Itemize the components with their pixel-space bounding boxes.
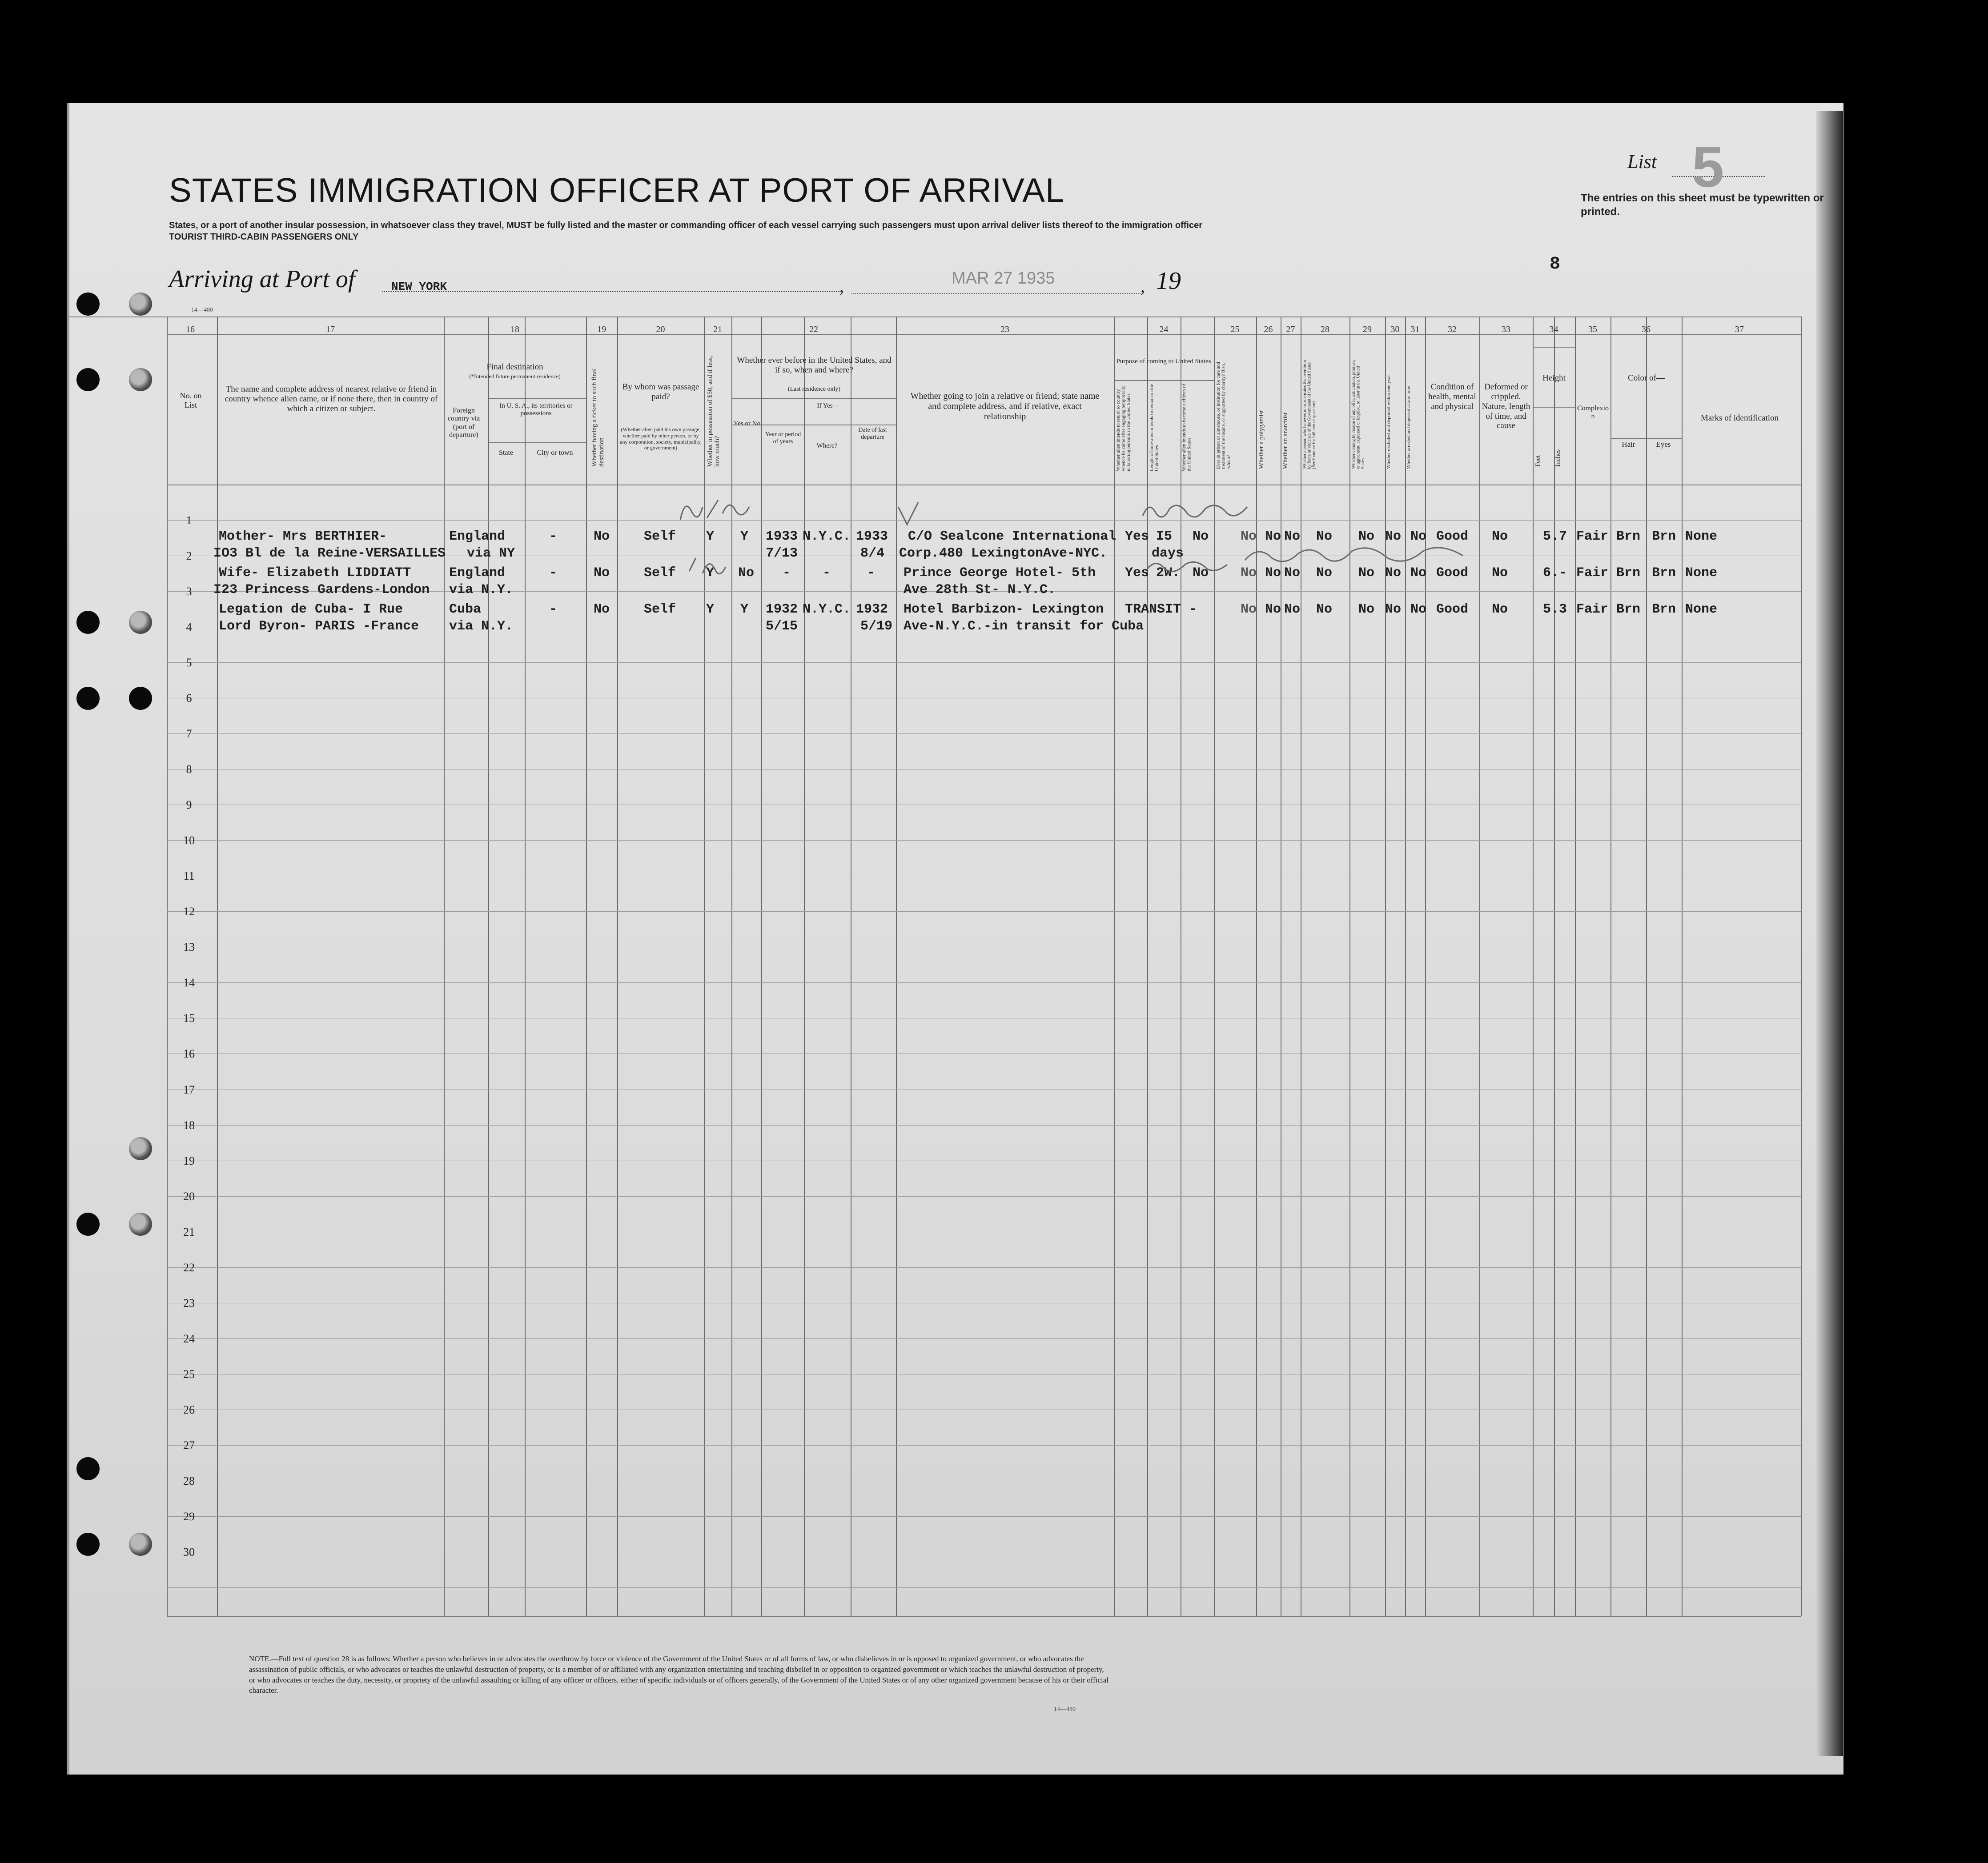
binder-hole: [129, 292, 152, 316]
header-final-destination: Final destination: [486, 362, 543, 372]
entry-3-hair: Brn: [1616, 602, 1641, 617]
entry-3-height: 5.3: [1543, 602, 1567, 617]
entry-1-ticket: No: [594, 529, 610, 544]
list-label: List: [1627, 151, 1657, 172]
entry-1-state: -: [549, 529, 558, 544]
header-where: Where?: [816, 442, 838, 449]
header-usa: In U. S. A., its territories or possessions: [499, 402, 573, 417]
header-before-in-us: Whether ever before in the United States, and if so, when and where?: [737, 356, 892, 375]
col-num: 37: [1735, 325, 1744, 334]
entry-2-before-year: -: [783, 565, 791, 581]
footnote: NOTE.—Full text of question 28 is as follows: Whether a person who believes in or advocates the overthrow by force or violence of the Government of the United States or of all forms of law, or who disbelieves in or is opposed to organized government, or who advocates the assassination of public officials, or who advocates or teaches the unlawful destruction of property, or is a member of or affiliated with any organization entertaining and teaching disbelief in or opposition to organized government or which teaches the unlawful destruction of property, or who advocates or teaches the duty, necessity, or propriety of the unlawful assaulting or killing of any officer or officers, either of specific individuals or of officers generally, of the Government of the United States or of any other organized government because of his or their official character.: [249, 1655, 1108, 1695]
header-no-on-list: No. on List: [180, 391, 202, 409]
row-number: 12: [183, 905, 195, 918]
entry-3-col29: No: [1358, 602, 1375, 617]
row-number: 25: [183, 1368, 195, 1381]
row-number: 26: [183, 1403, 195, 1416]
grid-line: [1256, 317, 1257, 1616]
col-num: 21: [713, 325, 722, 334]
entry-3-col30: No: [1385, 602, 1402, 617]
entry-1-before-year-2: 7/13: [766, 546, 798, 561]
arrival-date-stamp: MAR 27 1935: [952, 269, 1055, 288]
header-anarchist: Whether an anarchist: [1282, 412, 1289, 469]
header-purpose-b: Length of time alien intends to remain in the United States: [1149, 384, 1160, 471]
grid-line: [1425, 317, 1426, 1616]
grid-line: [488, 398, 586, 399]
binder-hole: [76, 368, 100, 391]
binder-hole: [129, 611, 152, 634]
grid-line: [1610, 317, 1611, 1616]
binder-hole: [129, 687, 152, 710]
binder-hole: [76, 611, 100, 634]
row-number: 9: [186, 798, 192, 811]
header-deformed: Deformed or crippled. Nature, length of time, and cause: [1482, 382, 1530, 431]
header-join-relative: Whether going to join a relative or friend; state name and complete address, and if relative, exact relationship: [910, 391, 1100, 421]
entry-3-before-date: 1932: [856, 602, 888, 617]
handwritten-annotation: [676, 493, 756, 533]
binder-hole: [129, 1213, 152, 1236]
date-line: [851, 293, 1141, 294]
col-num: 31: [1410, 325, 1420, 334]
entry-2-col26: No: [1265, 565, 1281, 581]
handwritten-annotation: [894, 498, 925, 533]
entry-1-relative-line1: Mother- Mrs BERTHIER-: [219, 529, 387, 544]
row-number: 30: [183, 1546, 195, 1559]
entry-1-purpose-c: No: [1193, 529, 1209, 544]
entry-2-marks: None: [1685, 565, 1718, 581]
sheet-number: 8: [1550, 254, 1561, 274]
entry-2-eyes: Brn: [1652, 565, 1676, 581]
entry-1-before: Y: [740, 529, 749, 544]
entry-3-join: Hotel Barbizon- Lexington: [904, 602, 1104, 617]
comma: ,: [839, 276, 844, 296]
row-number: 21: [183, 1226, 195, 1238]
row-number: 17: [183, 1083, 195, 1096]
year-prefix: 19: [1156, 267, 1181, 295]
entry-1-join: C/O Sealcone International: [908, 529, 1116, 544]
entry-1-deformed: No: [1492, 529, 1508, 544]
entry-1-before-date: 1933: [856, 529, 888, 544]
entry-1-eyes: Brn: [1652, 529, 1676, 544]
header-final-destination-sub: (*Intended future permanent residence): [469, 373, 561, 380]
entry-3-before-year: 1932: [766, 602, 798, 617]
header-feet: Feet: [1534, 455, 1542, 467]
entry-3-purpose-a: TRANSIT -: [1125, 602, 1197, 617]
grid-line: [804, 317, 805, 1616]
grid-line: [1479, 317, 1480, 1616]
header-health: Condition of health, mental and physical: [1428, 382, 1476, 411]
col-num: 35: [1588, 325, 1597, 334]
entry-1-join-2: Corp.480 LexingtonAve-NYC.: [899, 546, 1108, 561]
row-number: 13: [183, 941, 195, 954]
col-num: 19: [597, 325, 606, 334]
instruction-text: States, or a port of another insular possession, in whatsoever class they travel, MUST be fully listed and the master or commanding officer of each vessel carrying such passengers must upon arrival deliver lists thereof to the immigration officer: [169, 220, 1202, 230]
header-purpose-c: Whether alien intends to become a citizen of the United States: [1181, 384, 1192, 471]
entry-2-ticket: No: [594, 565, 610, 581]
grid-line: [167, 1338, 1801, 1339]
manifest-sheet: [67, 103, 1843, 1775]
row-number: 7: [186, 727, 192, 740]
entry-2-complexion: Fair: [1576, 565, 1609, 581]
header-arrested: Whether arrested and deported at any time: [1406, 386, 1411, 469]
entry-1-before-date-2: 8/4: [860, 546, 885, 561]
header-ticket: Whether having a ticket to such final destination: [591, 368, 605, 467]
row-number: 22: [183, 1261, 195, 1274]
binder-hole: [129, 1137, 152, 1160]
entry-1-purpose-a: Yes: [1125, 529, 1149, 544]
entry-2-col28: No: [1316, 565, 1333, 581]
entry-1-col27: No: [1284, 529, 1301, 544]
row-number: 6: [186, 692, 192, 705]
port-value: NEW YORK: [391, 280, 447, 293]
grid-line: [488, 317, 489, 1616]
header-height: Height: [1542, 373, 1566, 383]
entry-2-before-date: -: [867, 565, 876, 581]
col-num: 18: [510, 325, 519, 334]
entry-1-col31: No: [1410, 529, 1427, 544]
entry-2-col31: No: [1410, 565, 1427, 581]
entry-3-before-where: N.Y.C.: [803, 602, 851, 617]
header-passage-paid-sub: (Whether alien paid his own passage, whether paid by other person, or by any corporation, society, municipality, or government): [620, 426, 702, 451]
entry-3-col28: No: [1316, 602, 1333, 617]
entry-2-paid-by: Self: [644, 565, 676, 581]
form-number: 14—480: [1054, 1706, 1076, 1713]
entry-2-before-where: -: [823, 565, 831, 581]
header-passage-paid: By whom was passage paid?: [622, 382, 699, 401]
binder-hole: [76, 1213, 100, 1236]
entry-1-money: Y: [706, 529, 715, 544]
header-eyes: Eyes: [1656, 440, 1671, 449]
header-year: Year or period of years: [765, 431, 801, 445]
entry-1-before-year: 1933: [766, 529, 798, 544]
entry-3-relative-line2: Lord Byron- PARIS -France: [219, 619, 419, 634]
grid-line: [167, 911, 1801, 912]
header-purpose-a: Whether alien intends to return to country whence he came after engaging temporarily in laboring pursuits in the United States: [1116, 385, 1132, 471]
grid-line: [1349, 317, 1350, 1616]
grid-line: [444, 317, 445, 1616]
row-number: 16: [183, 1047, 195, 1060]
comma: ,: [1141, 276, 1145, 296]
grid-line: [167, 1125, 1801, 1126]
binder-hole: [76, 687, 100, 710]
grid-line: [488, 442, 586, 443]
grid-line: [1646, 317, 1647, 1616]
entry-3-paid-by: Self: [644, 602, 676, 617]
arriving-label: Arriving at Port of: [169, 265, 355, 293]
row-number: 15: [183, 1012, 195, 1025]
entry-2-purpose-b: 2W.: [1156, 565, 1181, 581]
header-if-yes: If Yes—: [817, 402, 839, 409]
page-edge: [1816, 111, 1843, 1756]
entry-2-join-2: Ave 28th St- N.Y.C.: [904, 582, 1056, 597]
header-excluded: Whether excluded and deported within one year: [1386, 375, 1391, 469]
entry-3-eyes: Brn: [1652, 602, 1676, 617]
header-prison: Ever in prison or almshouse, or institution for care and treatment of the insane, or supported by charity? If so, which?: [1216, 362, 1232, 469]
binder-hole: [129, 1533, 152, 1556]
page-title: STATES IMMIGRATION OFFICER AT PORT OF ARRIVAL: [169, 172, 1065, 209]
header-q28: Whether a person who believes in or advocates the overthrow by force or violence of the Government of the United States (See footnote for full text of question): [1302, 359, 1317, 469]
row-number: 29: [183, 1510, 195, 1523]
grid-line: [167, 1616, 1801, 1617]
entry-1-health: Good: [1436, 529, 1469, 544]
entry-1-foreign: England: [449, 529, 506, 544]
col-num: 28: [1321, 325, 1329, 334]
header-hair: Hair: [1622, 440, 1635, 449]
header-purpose: Purpose of coming to United States: [1116, 358, 1211, 365]
grid-line: [167, 1516, 1801, 1517]
entry-3-before-year-2: 5/15: [766, 619, 798, 634]
entry-2-col30: No: [1385, 565, 1402, 581]
entry-3-marks: None: [1685, 602, 1718, 617]
grid-line: [1682, 317, 1683, 1616]
grid-line: [1575, 317, 1576, 1616]
grid-line: [586, 317, 587, 1616]
grid-line: [167, 520, 1801, 521]
entry-1-col25: No: [1241, 529, 1257, 544]
row-number: 2: [186, 549, 192, 562]
row-number: 27: [183, 1439, 195, 1452]
entry-3-health: Good: [1436, 602, 1469, 617]
row-number: 23: [183, 1297, 195, 1310]
entry-2-health: Good: [1436, 565, 1469, 581]
grid-line: [217, 317, 218, 1616]
entry-2-col27: No: [1284, 565, 1301, 581]
class-line: TOURIST THIRD-CABIN PASSENGERS ONLY: [169, 232, 359, 242]
col-num: 27: [1286, 325, 1295, 334]
row-number: 24: [183, 1332, 195, 1345]
col-num: 36: [1642, 325, 1651, 334]
grid-line: [167, 317, 168, 1616]
grid-line: [1405, 317, 1406, 1616]
grid-line: [167, 982, 1801, 983]
grid-line: [167, 1196, 1801, 1197]
entry-3-deformed: No: [1492, 602, 1508, 617]
entry-2-col29: No: [1358, 565, 1375, 581]
entry-1-relative-line2: IO3 Bl de la Reine-VERSAILLES: [213, 546, 446, 561]
entry-2-state: -: [549, 565, 558, 581]
grid-line: [1114, 317, 1115, 1616]
handwritten-annotation: [685, 553, 729, 580]
entry-1-purpose-b: I5: [1156, 529, 1173, 544]
grid-line: [167, 1445, 1801, 1446]
grid-line: [1114, 380, 1214, 381]
col-num: 34: [1549, 325, 1558, 334]
entry-1-col30: No: [1385, 529, 1402, 544]
handwritten-annotation: [1143, 556, 1232, 578]
list-number: 5: [1692, 134, 1724, 199]
col-num: 26: [1264, 325, 1273, 334]
col-num: 33: [1502, 325, 1510, 334]
row-number: 28: [183, 1474, 195, 1487]
entry-3-col25: No: [1241, 602, 1257, 617]
entry-2-before: No: [738, 565, 755, 581]
grid-line: [525, 317, 526, 1616]
header-money: Whether in possession of $50, and if less, how much?: [707, 356, 721, 467]
row-number: 3: [186, 585, 192, 598]
col-num: 32: [1448, 325, 1457, 334]
grid-line: [167, 1587, 1801, 1588]
entry-2-foreign-via: via N.Y.: [449, 582, 514, 597]
header-relative: The name and complete address of nearest relative or friend in country whence alien came, or if none there, then in country of which a citizen or subject.: [225, 385, 438, 413]
grid-line: [1801, 317, 1802, 1616]
entry-1-complexion: Fair: [1576, 529, 1609, 544]
entry-3-ticket: No: [594, 602, 610, 617]
entry-3-foreign: Cuba: [449, 602, 482, 617]
col-num: 23: [1000, 325, 1009, 334]
col-num: 24: [1159, 325, 1169, 334]
header-color-of: Color of—: [1628, 373, 1665, 383]
row-number: 19: [183, 1154, 195, 1167]
binder-hole: [76, 1457, 100, 1480]
entry-3-relative-line1: Legation de Cuba- I Rue: [219, 602, 403, 617]
row-number: 10: [183, 834, 195, 847]
binder-hole: [76, 292, 100, 316]
row-number: 5: [186, 656, 192, 669]
row-number: 14: [183, 976, 195, 989]
grid-line: [731, 398, 896, 399]
header-polygamist: Whether a polygamist: [1258, 410, 1265, 469]
entry-3-state: -: [549, 602, 558, 617]
col-num: 25: [1230, 325, 1240, 334]
entry-2-deformed: No: [1492, 565, 1508, 581]
entry-3-col26: No: [1265, 602, 1281, 617]
entry-2-relative-line1: Wife- Elizabeth LIDDIATT: [219, 565, 411, 581]
entry-1-before-where: N.Y.C.: [803, 529, 851, 544]
entry-1-foreign-via: via NY: [467, 546, 515, 561]
header-last-residence: (Last residence only): [787, 386, 841, 393]
entry-1-marks: None: [1685, 529, 1718, 544]
col-num: 22: [809, 325, 818, 334]
entry-1-col28: No: [1316, 529, 1333, 544]
col-num: 17: [326, 325, 335, 334]
row-number: 1: [186, 514, 192, 527]
grid-line: [761, 317, 762, 1616]
binder-hole: [76, 1533, 100, 1556]
col-num: 29: [1363, 325, 1372, 334]
entry-2-join: Prince George Hotel- 5th: [904, 565, 1096, 581]
entry-3-col31: No: [1410, 602, 1427, 617]
typewritten-note: The entries on this sheet must be typewritten or printed.: [1581, 192, 1824, 218]
entry-2-foreign: England: [449, 565, 506, 581]
header-labor: Whether coming by reason of any offer, solicitation, promise, or agreement, expressed or implied, to labor in the United States: [1351, 359, 1365, 469]
entry-1-hair: Brn: [1616, 529, 1641, 544]
row-number: 4: [186, 621, 192, 633]
header-state: State: [499, 449, 513, 457]
grid-line: [1385, 317, 1386, 1616]
entry-3-money: Y: [706, 602, 715, 617]
entry-3-before-date-2: 5/19: [860, 619, 893, 634]
entry-2-purpose-a: Yes: [1125, 565, 1149, 581]
entry-1-paid-by: Self: [644, 529, 676, 544]
header-date-departure: Date of last departure: [858, 427, 887, 441]
grid-line: [617, 317, 618, 1616]
entry-1-col29: No: [1358, 529, 1375, 544]
entry-3-complexion: Fair: [1576, 602, 1609, 617]
entry-2-height: 6.-: [1543, 565, 1567, 581]
entry-1-height: 5.7: [1543, 529, 1567, 544]
entry-2-purpose-c: No: [1193, 565, 1209, 581]
entry-3-before: Y: [740, 602, 749, 617]
header-complexion: Complexion: [1577, 405, 1609, 421]
handwritten-annotation: [1241, 540, 1472, 571]
binder-hole: [129, 368, 152, 391]
header-marks: Marks of identification: [1700, 413, 1779, 423]
row-number: 8: [186, 763, 192, 776]
entry-2-col25: No: [1241, 565, 1257, 581]
col-num: 16: [186, 325, 195, 334]
entry-1-purpose-b-2: days: [1152, 546, 1184, 561]
port-line: [382, 291, 840, 292]
col-num: 30: [1390, 325, 1400, 334]
header-inches: Inches: [1554, 449, 1562, 467]
header-city: City or town: [537, 449, 573, 457]
col-num: 20: [656, 325, 665, 334]
entry-3-col27: No: [1284, 602, 1301, 617]
entry-3-join-2: Ave-N.Y.C.-in transit for Cuba: [904, 619, 1144, 634]
entry-2-hair: Brn: [1616, 565, 1641, 581]
entry-2-money: Y: [706, 565, 715, 581]
grid-line: [1554, 317, 1555, 1616]
grid-line: [167, 1267, 1801, 1268]
header-yes-no: Yes or No: [733, 420, 761, 427]
form-code-small: 14—480: [191, 307, 213, 313]
grid-line: [167, 733, 1801, 734]
row-number: 11: [183, 869, 195, 882]
grid-line: [167, 662, 1801, 663]
header-foreign-country: Foreign country via (port of departure): [447, 407, 480, 439]
entry-3-foreign-via: via N.Y.: [449, 619, 514, 634]
entry-2-relative-line2: I23 Princess Gardens-London: [213, 582, 430, 597]
entry-1-col26: No: [1265, 529, 1281, 544]
grid-line: [167, 840, 1801, 841]
handwritten-annotation: [1138, 498, 1254, 525]
grid-line: [1533, 317, 1534, 1616]
row-number: 18: [183, 1119, 195, 1132]
row-number: 20: [183, 1190, 195, 1203]
